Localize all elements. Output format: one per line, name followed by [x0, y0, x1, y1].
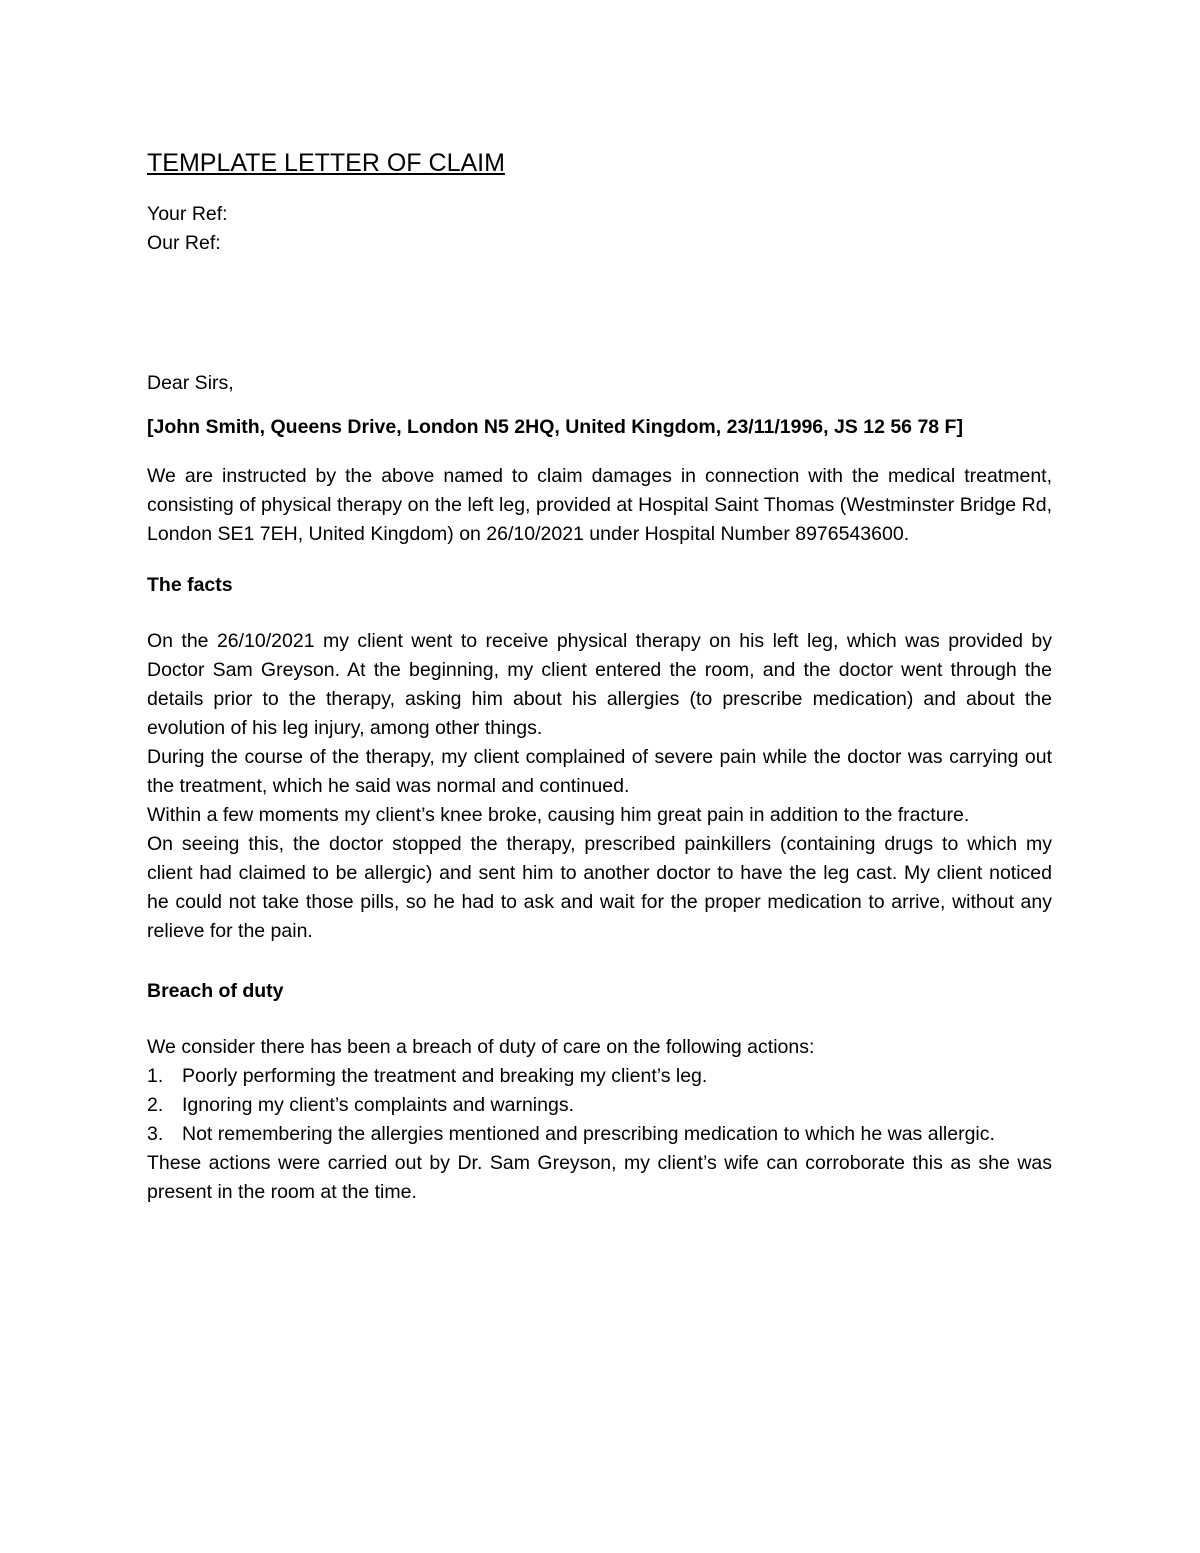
- list-number: 3.: [147, 1123, 164, 1145]
- intro-paragraph: We are instructed by the above named to claim damages in connection with the medical treatment, consisting of physical therapy on the left leg, provided at Hospital Saint Thomas (Westminster Bridge Rd, London SE1 7EH, United Kingdom) on 26/10/2021 under Hospital Number 8976543600.: [147, 465, 1052, 545]
- breach-list-item: [147, 1062, 1052, 1091]
- document-title: TEMPLATE LETTER OF CLAIM: [147, 149, 505, 177]
- facts-paragraph: On the 26/10/2021 my client went to receive physical therapy on his left leg, which was provided by Doctor Sam Greyson. At the beginning, my client entered the room, and the doctor went through the details prior to the therapy, asking him about his allergies (to prescribe medication) and about the evolution of his leg injury, among other things.: [147, 630, 1052, 739]
- our-ref-label: Our Ref:: [147, 232, 221, 254]
- facts-paragraph: Within a few moments my client’s knee broke, causing him great pain in addition to the fracture.: [147, 804, 970, 826]
- breach-list-item: [147, 1120, 1052, 1149]
- facts-section: [147, 627, 1052, 946]
- client-details: [John Smith, Queens Drive, London N5 2HQ, United Kingdom, 23/11/1996, JS 12 56 78 F]: [147, 416, 963, 438]
- facts-paragraph: On seeing this, the doctor stopped the therapy, prescribed painkillers (containing drugs to which my client had claimed to be allergic) and sent him to another doctor to have the leg cast. My client noticed he could not take those pills, so he had to ask and wait for the proper medication to arrive, without any relieve for the pain.: [147, 833, 1052, 942]
- closing-paragraph: These actions were carried out by Dr. Sam Greyson, my client’s wife can corroborate this as she was present in the room at the time.: [147, 1152, 1052, 1203]
- list-item-text: Not remembering the allergies mentioned and prescribing medication to which he was allergic.: [182, 1123, 995, 1145]
- breach-heading: Breach of duty: [147, 980, 284, 1002]
- breach-list-item: [147, 1091, 1052, 1120]
- list-item-text: Ignoring my client’s complaints and warnings.: [182, 1094, 574, 1116]
- your-ref-label: Your Ref:: [147, 203, 228, 225]
- breach-intro: We consider there has been a breach of duty of care on the following actions:: [147, 1036, 815, 1058]
- breach-list: [147, 1062, 1052, 1149]
- list-item-text: Poorly performing the treatment and breaking my client’s leg.: [182, 1065, 708, 1087]
- list-number: 2.: [147, 1094, 164, 1116]
- document-body: [147, 146, 1052, 1207]
- facts-heading: The facts: [147, 574, 233, 596]
- list-number: 1.: [147, 1065, 164, 1087]
- facts-paragraph: During the course of the therapy, my client complained of severe pain while the doctor was carrying out the treatment, which he said was normal and continued.: [147, 746, 1052, 797]
- salutation: Dear Sirs,: [147, 372, 234, 394]
